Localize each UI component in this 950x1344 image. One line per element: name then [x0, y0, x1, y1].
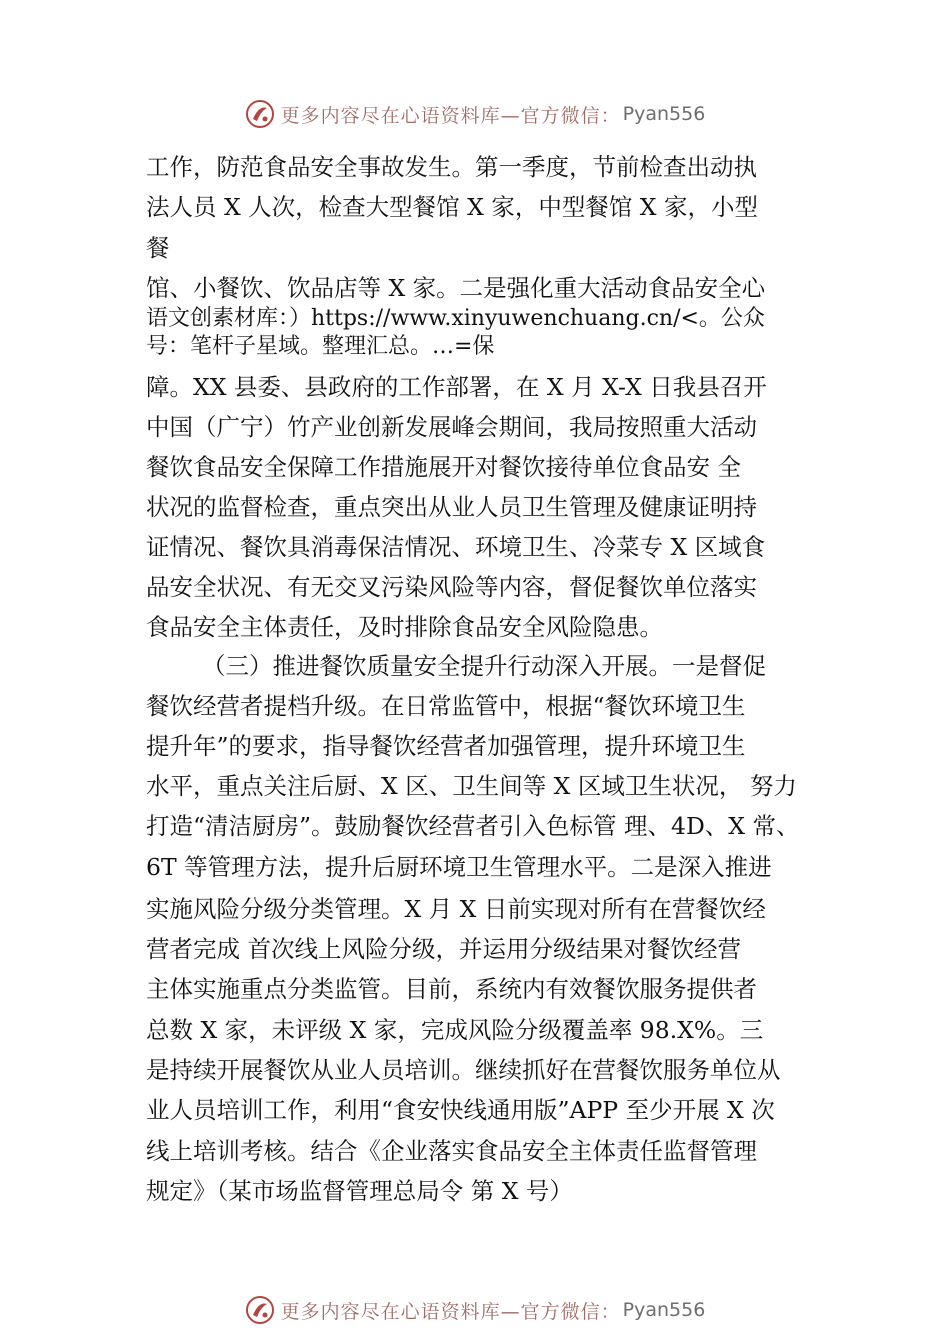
text-line: 餐饮经营者提档升级。在日常监管中，根据“餐饮环境卫生: [146, 692, 746, 720]
text-line: 法人员 X 人次，检查大型餐馆 X 家，中型餐馆 X 家，小型: [146, 193, 759, 221]
inserted-line: 号：笔杆子星域。整理汇总。…=保: [146, 334, 495, 359]
watermark-wechat-id: Pyan556: [622, 103, 706, 125]
text-line: 品安全状况、有无交叉污染风险等内容，督促餐饮单位落实: [146, 573, 757, 601]
watermark-text: 更多内容尽在心语资料库—官方微信：: [280, 104, 621, 127]
text-line: 餐饮食品安全保障工作措施展开对餐饮接待单位食品安 全: [146, 453, 741, 481]
watermark-wechat-id: Pyan556: [622, 1299, 706, 1321]
text-line: 规定》（某市场监督管理总局令 第 X 号）: [146, 1177, 573, 1205]
text-line: 打造“清洁厨房”。鼓励餐饮经营者引入色标管 理、4D、X 常、: [146, 812, 800, 840]
text-line: 6T 等管理方法，提升后厨环境卫生管理水平。二是深入推进: [146, 853, 772, 881]
watermark-logo-icon: [245, 99, 275, 129]
text-line: 状况的监督检查，重点突出从业人员卫生管理及健康证明持: [146, 493, 757, 521]
text-line: 工作，防范食品安全事故发生。第一季度，节前检查出动执: [146, 153, 757, 181]
inserted-line: 语文创素材库：）https://www.xinyuwenchuang.cn/<。公众: [146, 306, 765, 331]
text-line: 总数 X 家，未评级 X 家，完成风险分级覆盖率 98.X%。三: [146, 1016, 764, 1044]
text-line: 证情况、餐饮具消毒保洁情况、环境卫生、冷菜专 X 区域食: [146, 533, 766, 561]
text-line: 水平，重点关注后厨、X 区、卫生间等 X 区域卫生状况， 努力: [146, 772, 797, 800]
watermark-logo-icon: [245, 1295, 275, 1325]
text-line: 主体实施重点分类监管。目前，系统内有效餐饮服务提供者: [146, 975, 757, 1003]
text-line: 营者完成 首次线上风险分级，并运用分级结果对餐饮经营: [146, 935, 741, 963]
watermark-footer: [0, 1290, 950, 1330]
text-line: 业人员培训工作，利用“食安快线通用版”APP 至少开展 X 次: [146, 1096, 775, 1124]
text-line: 线上培训考核。结合《企业落实食品安全主体责任监督管理: [146, 1137, 757, 1165]
watermark-text: 更多内容尽在心语资料库—官方微信：: [280, 1300, 621, 1323]
text-line: 馆、小餐饮、饮品店等 X 家。二是强化重大活动食品安全心: [146, 274, 766, 302]
text-line: 中国（广宁）竹产业创新发展峰会期间，我局按照重大活动: [146, 413, 757, 441]
text-line: （三）推进餐饮质量安全提升行动深入开展。一是督促: [202, 652, 766, 680]
text-line: 实施风险分级分类管理。X 月 X 日前实现对所有在营餐饮经: [146, 895, 766, 923]
text-line: 餐: [146, 234, 170, 262]
text-line: 是持续开展餐饮从业人员培训。继续抓好在营餐饮服务单位从: [146, 1056, 781, 1084]
watermark-header: [0, 94, 950, 134]
text-line: 障。XX 县委、县政府的工作部署，在 X 月 X-X 日我县召开: [146, 373, 767, 401]
text-line: 提升年”的要求，指导餐饮经营者加强管理，提升环境卫生: [146, 732, 746, 760]
text-line: 食品安全主体责任，及时排除食品安全风险隐患。: [146, 613, 663, 641]
